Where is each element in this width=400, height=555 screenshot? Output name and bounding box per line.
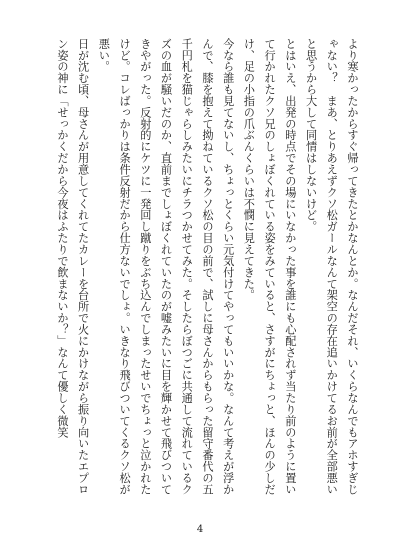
paragraph-3: 今なら誰も見てないし、ちょっとくらい元気付けてやってもいいかな。なんて考えが浮かんで、膝を抱えて拗ねているクソ松の目の前で、試しに母さんからもらった留守番代の五千円札を猫じゃらしみたいにチラつかせてみた。そしたらぼつごに共通して流れているクズの血が騒いだのか、直前までしょぼくれていたのが嘘みたいに目を輝かせて飛びついてきやがった。反射的にケツに一発回し蹴りをぶち込んでしまったせいでちょっと泣かれたけど。コレばっかりは条件反射だから仕方ないでしょ。いきなり飛びついてくるクソ松が悪い。 xyxy=(97,38,235,495)
paragraph-2: とはいえ、出発の時点でその場にいなかった事を誰にも心配されず当たり前のように置いて行かれたクソ兄のしょぼくれている姿をみていると、さすがにちょっと、ほんの少しだけ、足の小指の爪ぶんくらいは不憫に見えてきた。 xyxy=(242,38,297,495)
vertical-text-body xyxy=(36,38,362,498)
paragraph-4: 日が沈む頃、母さんが用意してくれてたカレーを台所で火にかけながら振り向いたエプロン姿の神に「せっかくだから今夜はふたりで飲まないか？」なんて優しく微笑 xyxy=(55,38,90,495)
page-number: 4 xyxy=(196,524,204,535)
paragraph-1: より寒かったからすぐ帰ってきたとかなんとか。なんだそれ、いくらなんでもアホすぎじゃない？ まあ、とりあえずクソ松ガールなんて架空の存在追いかけてるお前が全部悪いと思うから大して同情はしないけど。 xyxy=(304,38,359,495)
